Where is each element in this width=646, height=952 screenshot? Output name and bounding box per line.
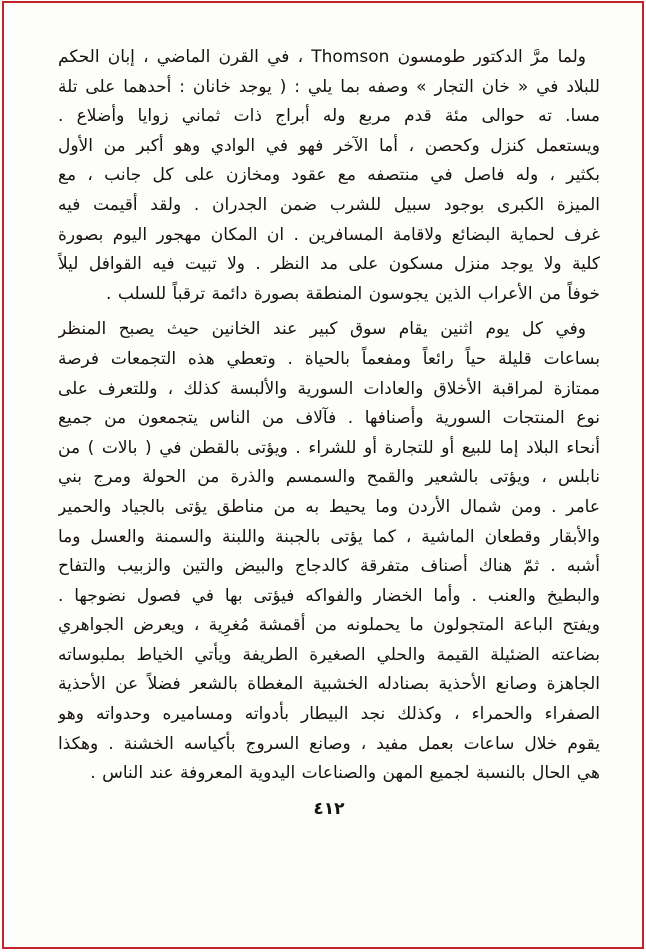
- paragraph: [58, 315, 600, 789]
- text-line: نابلس ، ويؤتى بالشعير والقمح والسمسم والذرة من الحولة ومرج بني: [58, 467, 600, 488]
- text-line: والأبقار وقطعان الماشية ، كما يؤتى بالجبنة واللبنة والسمنة والعسل وما: [58, 526, 600, 547]
- page-text-block: [58, 43, 600, 795]
- text-line: ولما مرَّ الدكتور طومسون Thomson ، في القرن الماضي ، إبان الحكم: [58, 47, 586, 67]
- text-line: أشبه . ثمّ هناك أصناف متفرقة كالدجاج والبيض والتين والزبيب والتفاح: [58, 556, 600, 577]
- text-line: الصفراء والحمراء ، وكذلك نجد البيطار بأدواته ومساميره وحدواته وهو: [58, 704, 600, 725]
- text-line: أنحاء البلاد إما للبيع أو للتجارة أو للشراء . ويؤتى بالقطن في ( بالات ) من: [58, 437, 600, 458]
- text-line: نوع المنتجات السورية وأصنافها . فآلاف من الناس يتجمعون من جميع: [58, 408, 600, 429]
- text-line: الميزة الكبرى بوجود سبيل للشرب ضمن الجدران . ولقد أقيمت فيه: [58, 194, 600, 215]
- text-line: بضاعته الضئيلة القيمة والحلي الصغيرة الطريفة ويأتي الخياط بملبوساته: [58, 644, 600, 665]
- paragraph: [58, 43, 600, 309]
- text-line: يقوم خلال ساعات بعمل مفيد ، وصانع السروج بأكياسه الخشنة . وهكذا: [58, 733, 600, 754]
- text-line: خوفاً من الأعراب الذين يجوسون المنطقة بصورة دائمة ترقباً للسلب .: [106, 283, 600, 304]
- page-number: ٤١٢: [313, 799, 345, 819]
- text-line: هي الحال بالنسبة لجميع المهن والصناعات اليدوية المعروفة عند الناس .: [90, 763, 600, 784]
- text-line: بساعات قليلة حياً رائعاً ومفعماً بالحياة . وتعطي هذه التجمعات فرصة: [58, 348, 600, 369]
- text-line: وفي كل يوم اثنين يقام سوق كبير عند الخانين حيث يصبح المنظر: [58, 319, 586, 340]
- text-line: الجاهزة وصانع الأحذية بصنادله الخشبية المغطاة بالشعر فضلاً عن الأحذية: [58, 674, 600, 695]
- text-line: للبلاد في « خان التجار » وصفه بما يلي : ( يوجد خانان : أحدهما على تلة: [58, 76, 600, 97]
- text-line: بكثير ، وله فاصل في منتصفه مع عقود ومخازن على كل جانب ، مع: [58, 165, 600, 186]
- text-line: ممتازة لمراقبة الأخلاق والعادات السورية والألبسة كذلك ، وللتعرف على: [58, 378, 600, 399]
- text-line: ويستعمل كنزل وكحصن ، أما الآخر فهو في الوادي وهو أكبر من الأول: [58, 135, 600, 156]
- text-line: مسا. ته حوالى مئة قدم مربع وله أبراج ذات ثماني زوايا وأضلاع .: [58, 106, 600, 127]
- text-line: غرف لحماية البضائع ولاقامة المسافرين . ان المكان مهجور اليوم بصورة: [58, 224, 600, 245]
- text-line: والبطيخ والعنب . وأما الخضار والفواكه فيؤتى بها في فصول نضوجها .: [58, 585, 600, 606]
- text-line: كلية ولا يوجد منزل مسكون على مد النظر . ولا تبيت فيه القوافل ليلاً: [58, 254, 600, 275]
- text-line: عامر . ومن شمال الأردن وما يحيط به من مناطق يؤتى بالجياد والحمير: [58, 496, 600, 517]
- text-line: ويفتح الباعة المتجولون ما يحملونه من أقمشة مُغرِية ، ويعرض الجواهري: [58, 615, 600, 636]
